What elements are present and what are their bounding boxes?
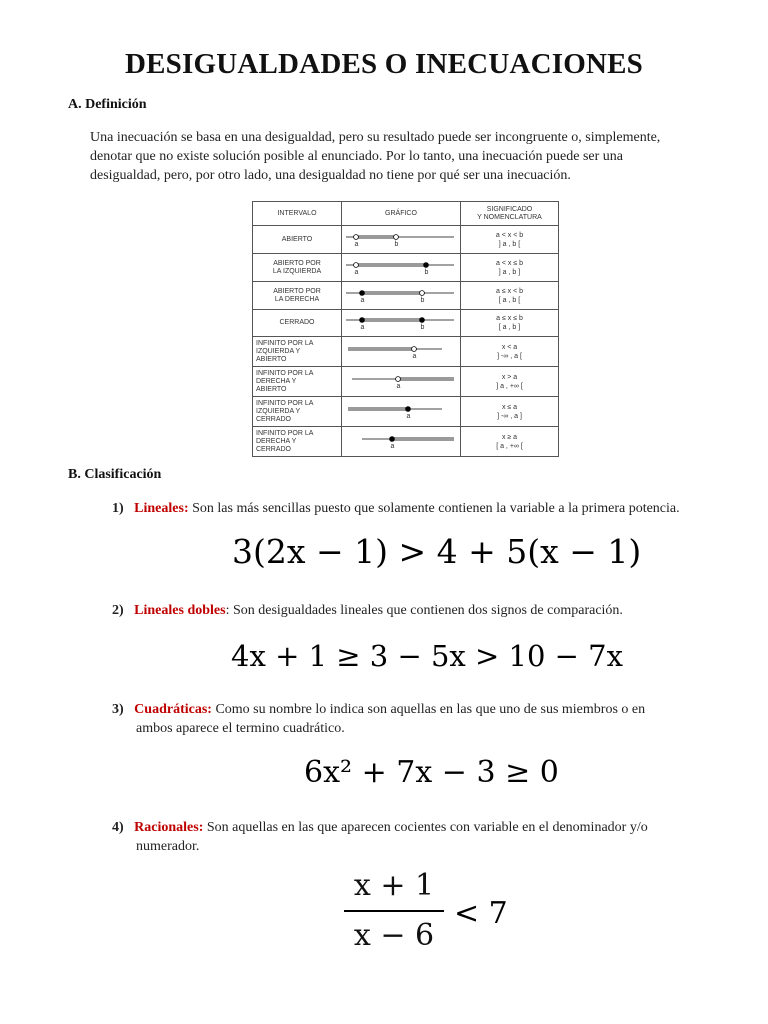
item-text: numerador. xyxy=(136,839,200,854)
interval-table xyxy=(252,201,559,457)
item-text: ambos aparece el termino cuadrático. xyxy=(136,721,345,736)
interval-notation: [ a , b ] xyxy=(498,324,521,331)
endpoint-label: a xyxy=(360,324,365,331)
interval-graphic xyxy=(342,397,461,427)
table-header: GRÁFICO xyxy=(342,202,461,226)
interval-label: ABIERTO POR LA IZQUIERDA xyxy=(253,254,342,282)
interval-shading xyxy=(356,263,426,267)
table-row xyxy=(253,427,559,457)
fraction-numerator: x + 1 xyxy=(353,868,435,903)
interval-label: INFINITO POR LA DERECHA Y ABIERTO xyxy=(253,367,342,397)
number-line-graphic xyxy=(342,427,461,454)
item-text: : Son desigualdades lineales que contienen dos signos de comparación. xyxy=(225,603,623,618)
fraction-relation: < 7 xyxy=(454,896,508,931)
definition-line: desigualdad, pero, por otro lado, una desigualdad no tiene por qué ser una inecuación. xyxy=(90,168,571,183)
endpoint-label: b xyxy=(394,241,399,248)
interval-meaning xyxy=(461,310,559,337)
endpoint-label: b xyxy=(424,269,429,276)
number-line-graphic xyxy=(342,337,461,364)
closed-endpoint xyxy=(420,318,425,323)
interval-shading xyxy=(362,318,422,322)
interval-meaning xyxy=(461,397,559,427)
item-term: Racionales: xyxy=(134,820,204,835)
table-header: INTERVALO xyxy=(253,202,342,226)
endpoint-label: a xyxy=(354,241,359,248)
definition-paragraph xyxy=(90,128,730,185)
interval-meaning xyxy=(461,337,559,367)
interval-inequality: x > a xyxy=(501,373,518,381)
list-item xyxy=(112,499,732,518)
interval-meaning xyxy=(461,282,559,310)
interval-label: ABIERTO POR LA DERECHA xyxy=(253,282,342,310)
item-text: Son las más sencillas puesto que solamente contienen la variable a la primera potencia. xyxy=(188,501,680,516)
interval-graphic xyxy=(342,310,461,337)
table-row xyxy=(253,397,559,427)
closed-endpoint xyxy=(360,291,365,296)
interval-shading xyxy=(356,235,396,239)
interval-shading xyxy=(348,407,408,411)
table-row xyxy=(253,226,559,254)
interval-notation: ] -∞ , a ] xyxy=(497,412,522,420)
endpoint-label: a xyxy=(406,413,411,420)
interval-inequality: a < x < b xyxy=(495,231,524,239)
interval-label: INFINITO POR LA IZQUIERDA Y ABIERTO xyxy=(253,337,342,367)
list-item xyxy=(112,818,732,856)
interval-label: ABIERTO xyxy=(253,226,342,254)
table-row xyxy=(253,310,559,337)
interval-label: INFINITO POR LA DERECHA Y CERRADO xyxy=(253,427,342,457)
endpoint-label: a xyxy=(390,443,395,450)
equation-linear: 3(2x − 1) > 4 + 5(x − 1) xyxy=(232,532,642,571)
interval-graphic xyxy=(342,226,461,254)
endpoint-label: a xyxy=(412,353,417,360)
interval-notation: ] a , b [ xyxy=(498,240,521,248)
open-endpoint xyxy=(394,235,399,240)
open-endpoint xyxy=(354,263,359,268)
interval-meaning xyxy=(461,226,559,254)
number-line-graphic xyxy=(342,254,461,279)
interval-notation: ] -∞ , a [ xyxy=(497,352,522,360)
interval-notation: ] a , +∞ [ xyxy=(496,382,523,390)
interval-meaning xyxy=(461,254,559,282)
closed-endpoint xyxy=(424,263,429,268)
interval-shading xyxy=(348,347,414,351)
interval-label: CERRADO xyxy=(253,310,342,337)
number-line-graphic xyxy=(342,282,461,307)
open-endpoint xyxy=(396,377,401,382)
interval-meaning xyxy=(461,427,559,457)
closed-endpoint xyxy=(406,407,411,412)
table-row xyxy=(253,282,559,310)
open-endpoint xyxy=(412,347,417,352)
endpoint-label: a xyxy=(354,269,359,276)
equation-double-linear: 4x + 1 ≥ 3 − 5x > 10 − 7x xyxy=(231,639,623,673)
item-number: 2) xyxy=(112,603,124,618)
item-number: 1) xyxy=(112,501,124,516)
page-title: DESIGUALDADES O INECUACIONES xyxy=(124,48,644,80)
closed-endpoint xyxy=(390,437,395,442)
item-number: 3) xyxy=(112,702,124,717)
interval-notation: [ a , +∞ [ xyxy=(496,442,523,450)
endpoint-label: a xyxy=(396,383,401,390)
number-line-graphic xyxy=(342,367,461,394)
interval-graphic xyxy=(342,427,461,457)
item-term: Lineales: xyxy=(134,501,189,516)
interval-inequality: x ≥ a xyxy=(501,433,518,441)
table-row xyxy=(253,367,559,397)
endpoint-label: b xyxy=(420,324,425,331)
table-header xyxy=(461,202,559,226)
section-b-heading: B. Clasificación xyxy=(68,467,162,482)
list-item xyxy=(112,601,732,620)
header-significado: SIGNIFICADO Y NOMENCLATURA xyxy=(477,205,542,221)
interval-graphic xyxy=(342,282,461,310)
interval-notation: [ a , b [ xyxy=(498,296,521,304)
interval-inequality: a ≤ x ≤ b xyxy=(496,315,523,322)
interval-inequality: a < x ≤ b xyxy=(496,259,523,267)
table-row xyxy=(253,337,559,367)
interval-shading xyxy=(392,437,454,441)
definition-line: Una inecuación se basa en una desigualdad, pero su resultado puede ser incongruente o, simplemente, xyxy=(90,130,661,145)
section-a-heading: A. Definición xyxy=(68,97,147,112)
interval-notation: ] a , b ] xyxy=(498,268,521,276)
closed-endpoint xyxy=(360,318,365,323)
interval-meaning xyxy=(461,367,559,397)
item-text: Como su nombre lo indica son aquellas en las que uno de sus miembros o en xyxy=(211,702,646,717)
table-header-row xyxy=(253,202,559,226)
equation-quadratic: 6x² + 7x − 3 ≥ 0 xyxy=(304,755,559,790)
list-item xyxy=(112,700,732,738)
item-term: Lineales dobles xyxy=(134,603,226,618)
interval-graphic xyxy=(342,337,461,367)
endpoint-label: a xyxy=(360,297,365,304)
item-term: Cuadráticas: xyxy=(134,702,212,717)
open-endpoint xyxy=(354,235,359,240)
interval-inequality: x ≤ a xyxy=(501,403,518,411)
item-number: 4) xyxy=(112,820,124,835)
interval-label: INFINITO POR LA IZQUIERDA Y CERRADO xyxy=(253,397,342,427)
endpoint-label: b xyxy=(420,297,425,304)
number-line-graphic xyxy=(342,310,461,334)
interval-shading xyxy=(398,377,454,381)
number-line-graphic xyxy=(342,226,461,251)
definition-line: denotar que no existe solución posible al enunciado. Por lo tanto, una inecuación puede ser una xyxy=(90,149,624,164)
interval-graphic xyxy=(342,254,461,282)
equation-rational-fraction xyxy=(344,868,444,954)
interval-graphic xyxy=(342,367,461,397)
number-line-graphic xyxy=(342,397,461,424)
fraction-bar xyxy=(344,910,444,912)
table-row xyxy=(253,254,559,282)
interval-shading xyxy=(362,291,422,295)
interval-inequality: x < a xyxy=(501,343,518,351)
item-text: Son aquellas en las que aparecen cocientes con variable en el denominador y/o xyxy=(203,820,648,835)
open-endpoint xyxy=(420,291,425,296)
fraction-denominator: x − 6 xyxy=(353,918,435,953)
interval-inequality: a ≤ x < b xyxy=(496,287,523,295)
